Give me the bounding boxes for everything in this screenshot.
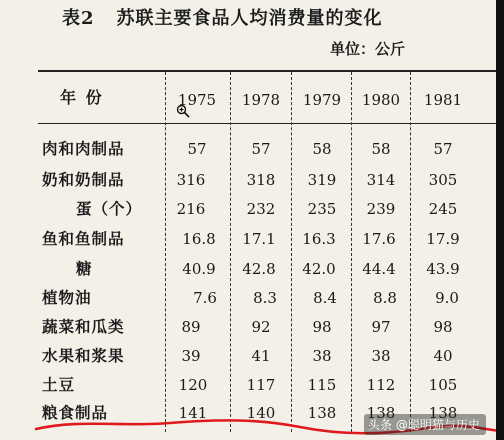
table-cell: 7.6 <box>193 289 217 307</box>
table-cell: 42.0 <box>302 260 336 278</box>
table-cell: 16.3 <box>302 230 336 248</box>
table-cell: 58 <box>312 140 332 158</box>
table-cell: 42.8 <box>242 260 276 278</box>
table-cell: 232 <box>246 200 276 218</box>
table-title <box>62 4 383 30</box>
table-row-label: 鱼和鱼制品 <box>42 229 125 248</box>
table-cell: 17.6 <box>362 230 396 248</box>
watermark: 头条 @聪明猫与历史 <box>364 414 486 435</box>
table-row-label: 奶和奶制品 <box>42 170 125 189</box>
table-cell: 8.3 <box>253 289 277 307</box>
table-row-label: 土豆 <box>42 375 76 394</box>
table-cell: 17.1 <box>242 230 276 248</box>
table-cell: 57 <box>251 140 271 158</box>
table-cell: 216 <box>176 200 206 218</box>
table-cell: 120 <box>178 376 208 394</box>
table-cell: 305 <box>428 171 458 189</box>
table-cell: 115 <box>307 376 337 394</box>
table-cell: 97 <box>371 318 391 336</box>
table-cell: 138 <box>428 404 458 422</box>
table-cell: 40.9 <box>182 260 216 278</box>
column-divider <box>351 72 352 432</box>
table-row-label: 蔬菜和瓜类 <box>42 317 125 336</box>
table-cell: 40 <box>433 347 453 365</box>
table-cell: 239 <box>366 200 396 218</box>
table-cell: 38 <box>371 347 391 365</box>
table-row-label: 水果和浆果 <box>42 346 125 365</box>
table-cell: 314 <box>366 171 396 189</box>
column-divider <box>291 72 292 432</box>
table-cell: 105 <box>428 376 458 394</box>
page-edge-shadow <box>496 0 504 440</box>
table-cell: 89 <box>181 318 201 336</box>
table-number: 表2 <box>62 8 95 29</box>
table-cell: 58 <box>371 140 391 158</box>
year-header: 1975 <box>177 91 217 109</box>
table-cell: 138 <box>307 404 337 422</box>
table-cell: 98 <box>312 318 332 336</box>
table-cell: 8.8 <box>373 289 397 307</box>
table-cell: 140 <box>246 404 276 422</box>
table-cell: 245 <box>428 200 458 218</box>
table-cell: 141 <box>178 404 208 422</box>
table-header-rule <box>38 123 504 124</box>
table-cell: 57 <box>187 140 207 158</box>
year-header: 1980 <box>361 91 401 109</box>
table-cell: 318 <box>246 171 276 189</box>
table-row-label: 植物油 <box>42 288 92 307</box>
table-cell: 17.9 <box>426 230 460 248</box>
table-row-label: 粮食制品 <box>42 403 109 422</box>
year-header: 1978 <box>241 91 281 109</box>
table-cell: 16.8 <box>182 230 216 248</box>
zoom-in-icon[interactable] <box>176 104 190 118</box>
table-row-label: 肉和肉制品 <box>42 139 125 158</box>
table-top-rule <box>38 70 504 72</box>
table-cell: 138 <box>366 404 396 422</box>
column-divider <box>230 72 231 432</box>
year-header: 1979 <box>302 91 342 109</box>
table-cell: 92 <box>251 318 271 336</box>
table-cell: 316 <box>176 171 206 189</box>
table-cell: 319 <box>307 171 337 189</box>
table-cell: 98 <box>433 318 453 336</box>
table-cell: 112 <box>366 376 396 394</box>
table-title-text: 苏联主要食品人均消费量的变化 <box>116 8 383 29</box>
table-cell: 57 <box>433 140 453 158</box>
year-header-label: 年 份 <box>60 88 104 107</box>
table-cell: 117 <box>246 376 276 394</box>
unit-label: 单位：公斤 <box>330 40 406 58</box>
table-cell: 43.9 <box>426 260 460 278</box>
table-cell: 44.4 <box>362 260 396 278</box>
column-divider <box>410 72 411 432</box>
table-cell: 41 <box>251 347 271 365</box>
table-cell: 9.0 <box>435 289 459 307</box>
table-cell: 39 <box>181 347 201 365</box>
year-header: 1981 <box>423 91 463 109</box>
table-cell: 235 <box>307 200 337 218</box>
table-cell: 38 <box>312 347 332 365</box>
table-row-label: 蛋（个） <box>76 199 143 218</box>
table-row-label: 糖 <box>76 259 93 278</box>
table-cell: 8.4 <box>313 289 337 307</box>
